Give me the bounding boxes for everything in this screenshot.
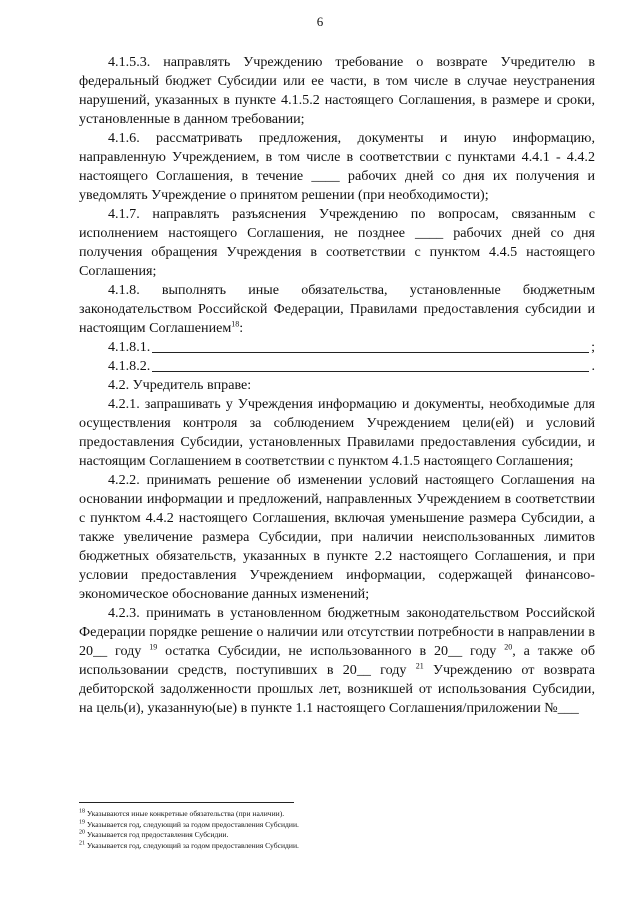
- footnote: [79, 809, 595, 820]
- clause-tail: :: [239, 320, 244, 336]
- footnote-text: Указываются иные конкретные обязательства (при наличии).: [86, 809, 285, 818]
- clause-4-1-8-1: [79, 338, 595, 357]
- footnote-ref: 19: [149, 642, 158, 652]
- footnote-text: Указывается год, следующий за годом предоставления Субсидии.: [86, 819, 299, 829]
- clause-4-1-5-3: 4.1.5.3. направлять Учреждению требование о возврате Учредителю в федеральный бюджет Субсидии или ее части, в том числе в случае неустранения нарушений, указанных в пункте 4.1.5.2 настоящего Соглашения, в размере и сроки, установленные в данном требовании;: [79, 54, 595, 127]
- footnote: [79, 841, 595, 852]
- clause-4-1-7: 4.1.7. направлять разъяснения Учреждению по вопросам, связанным с исполнением настоящего Соглашения, не позднее ____ рабочих дней со дня получения обращения Учреждения в соответствии с пунктом 4.4.5 настоящего Соглашения;: [79, 206, 595, 279]
- blank-line: [152, 370, 589, 372]
- clause-4-2-2: 4.2.2. принимать решение об изменении условий настоящего Соглашения на основании информации и предложений, направленных Учреждением в соответствии с пунктом 4.4.2 настоящего Соглашения, включая уменьшение размера Субсидии, а также увеличение размера Субсидии, при наличии неиспользованных лимитов бюджетных обязательств, указанных в пункте 2.2 настоящего Соглашения, и при условии предоставления Учреждением информации, содержащей финансово-экономическое обоснование данных изменений;: [79, 472, 595, 602]
- clause-text: 4.2.3. принимать в установленном бюджетным законодательством Российской Федерации порядке решение о наличии или отсутствии потребности в направлении в 20__ году: [79, 605, 595, 659]
- footnote: [79, 830, 595, 841]
- clause-text: остатка Субсидии, не использованного в 20__ году: [157, 643, 497, 659]
- footnote-number: 18: [79, 808, 85, 815]
- fill-line-label: 4.1.8.2.: [108, 358, 151, 374]
- blank-line: [152, 351, 589, 353]
- clause-4-1-8-2: [79, 357, 595, 376]
- footnote-number: 20: [79, 829, 85, 836]
- clause-text: 4.1.8. выполнять иные обязательства, установленные бюджетным законодательством Российской Федерации, Правилами предоставления субсидии и настоящим Соглашением: [79, 282, 595, 336]
- clause-text: , а также об использовании средств, поступивших в 20__ году: [79, 643, 596, 678]
- clause-4-1-8: [79, 281, 595, 338]
- footnote: [79, 820, 595, 831]
- footnote-text: Указывается год, следующий за годом предоставления Субсидии.: [86, 840, 299, 850]
- clause-4-2-3: [79, 604, 595, 718]
- clause-text: Учреждению от возврата дебиторской задолженности прошлых лет, возникшей от использования Субсидии, на цель(и), указанную(ые) в пункте 1.1 настоящего Соглашения/приложении №___: [79, 662, 596, 716]
- footnotes: [79, 809, 595, 851]
- fill-line-label: 4.1.8.1.: [108, 339, 151, 355]
- clause-4-2-1: 4.2.1. запрашивать у Учреждения информацию и документы, необходимые для осуществления контроля за соблюдением Учреждением цели(ей) и условий предоставления Субсидии, установленных Правилами предоставления субсидии, и настоящим Соглашением в соответствии с пунктом 4.1.5 настоящего Соглашения;: [79, 396, 595, 469]
- document-body: [79, 53, 595, 718]
- fill-line-end: .: [591, 358, 595, 374]
- footnote-ref: 18: [231, 319, 240, 329]
- footnote-separator: [79, 802, 294, 803]
- clause-4-2: 4.2. Учредитель вправе:: [108, 377, 252, 393]
- page-number: 6: [316, 14, 324, 29]
- footnote-text: Указывается год предоставления Субсидии.: [86, 830, 229, 840]
- footnote-number: 19: [79, 819, 85, 826]
- footnote-ref: 21: [415, 661, 424, 671]
- clause-4-1-6: 4.1.6. рассматривать предложения, документы и иную информацию, направленную Учреждением, в том числе в соответствии с пунктами 4.4.1 - 4.4.2 настоящего Соглашения, в течение ____ рабочих дней со дня их получения и уведомлять Учреждение о принятом решении (при необходимости);: [79, 130, 595, 203]
- footnote-ref: 20: [504, 642, 513, 652]
- fill-line-end: ;: [591, 339, 595, 355]
- footnote-number: 21: [79, 840, 85, 847]
